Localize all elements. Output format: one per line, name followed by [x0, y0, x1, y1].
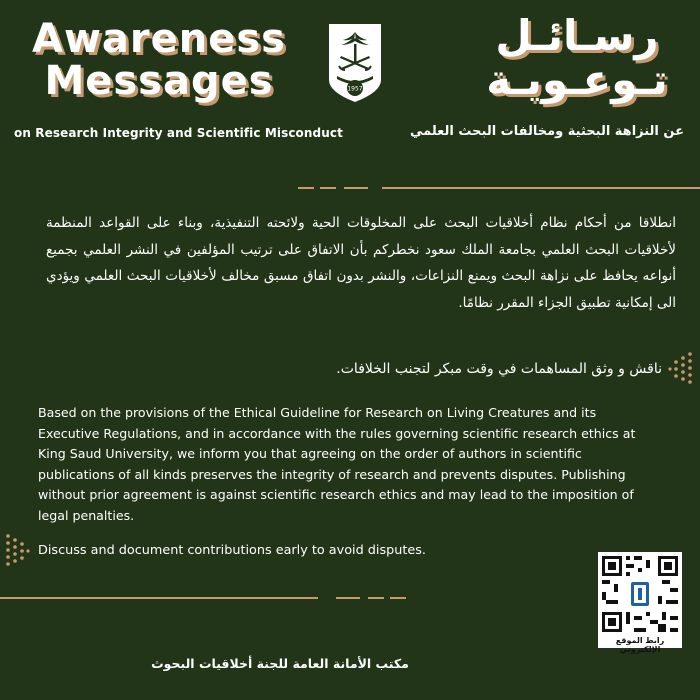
- divider-dash: [390, 597, 406, 599]
- subtitle-english: on Research Integrity and Scientific Misconduct: [14, 126, 343, 140]
- divider-dash: [320, 187, 336, 189]
- dots-decoration-icon: [4, 532, 32, 572]
- title-ar-line1: رسـائـل: [495, 11, 659, 60]
- logo-year: 1957: [347, 85, 363, 93]
- english-bullet: Discuss and document contributions early to avoid disputes.: [38, 543, 426, 558]
- qr-code[interactable]: [598, 552, 682, 648]
- divider-line: [0, 597, 318, 599]
- university-logo-icon: [325, 22, 385, 104]
- divider-dash: [368, 597, 384, 599]
- divider-line: [382, 187, 700, 189]
- divider-dash: [336, 597, 360, 599]
- divider-dash: [298, 187, 314, 189]
- title-english: [14, 18, 304, 102]
- divider-dash: [344, 187, 368, 189]
- title-en-line1: Awareness: [32, 16, 286, 62]
- title-arabic: [472, 11, 682, 104]
- title-ar-line2: تـوعـويـة: [486, 55, 668, 104]
- footer-text: مكتب الأمانة العامة للجنة أخلاقيات البحوث: [151, 656, 409, 671]
- english-paragraph: Based on the provisions of the Ethical Guideline for Research on Living Creatures and its Executive Regulations, and in accordance with the rules governing scientific research ethics at King Saud University, we inform you that agreeing on the order of authors in scientific publications of all kinds preserves the integrity of research and prevents disputes. Publishing without prior agreement is against scientific research ethics and may lead to the imposition of legal penalties.: [38, 405, 636, 523]
- subtitle-arabic: عن النزاهة البحثية ومخالفات البحث العلمي: [410, 124, 684, 139]
- dots-decoration-icon: [668, 350, 696, 390]
- title-en-line2: Messages: [44, 58, 274, 104]
- qr-code-icon: [598, 552, 682, 636]
- arabic-bullet: ناقش و وثق المساهمات في وقت مبكر لتجنب الخلافات.: [336, 361, 662, 377]
- qr-label: رابط الموقع الإلكتروني: [615, 636, 665, 654]
- arabic-paragraph: انطلاقا من أحكام نظام أخلاقيات البحث على المخلوقات الحية ولائحته التنفيذية، وبناء على القواعد المنظمة لأخلاقيات البحث العلمي بجامعة الملك سعود نخطركم بأن الاتفاق على ترتيب المؤلفين في النشر العلمي بجميع أنواعه يحافظ على نزاهة البحث ويمنع النزاعات، والنشر بدون اتفاق مسبق مخالف لأخلاقيات البحث العلمي ويؤدي الى إمكانية تطبيق الجزاء المقرر نظامًا.: [46, 215, 676, 311]
